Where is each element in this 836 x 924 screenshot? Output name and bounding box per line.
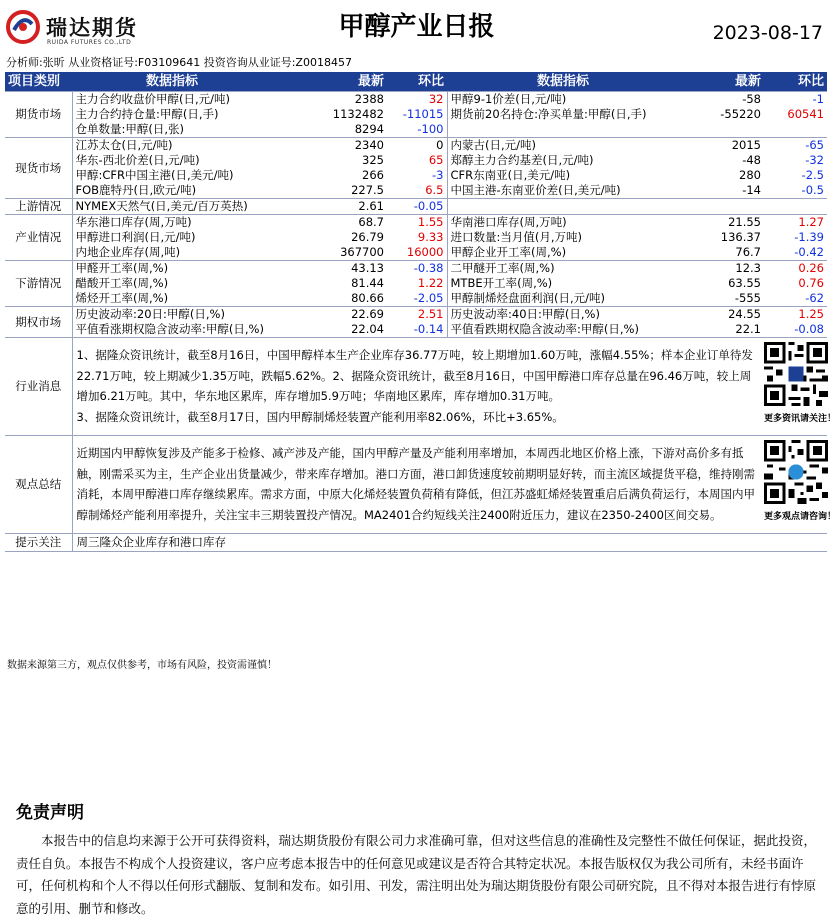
indicator-name: NYMEX天然气(日,美元/百万英热) (72, 199, 272, 215)
indicator-name: 仓单数量:甲醇(日,张) (75, 122, 185, 136)
view-qr (764, 436, 836, 534)
change-value: 16000 (387, 245, 447, 261)
change-value: 2.51 (387, 307, 447, 323)
latest-value: 2388 (272, 92, 387, 108)
change-value: 65 (387, 153, 447, 168)
indicator-name: 内蒙古(日,元/吨) (447, 138, 679, 154)
indicator-name: 华东港口库存(周,万吨) (72, 215, 272, 231)
indicator-name: 醋酸开工率(周,%) (75, 276, 169, 290)
change-value: -3 (387, 168, 447, 183)
latest-value: 2015 (679, 138, 764, 154)
disclaimer-title: 免责声明 (16, 803, 84, 823)
latest-value: -14 (742, 183, 761, 197)
category-options: 期权市场 (5, 307, 72, 338)
table-header (5, 72, 827, 92)
change-value: 1.27 (764, 215, 827, 231)
news-paragraph-2: 3、据隆众资讯统计，截至8月17日，国内甲醇制烯烃装置产能利用率82.06%，环比+3.65%。 (76, 409, 564, 424)
note-row (5, 534, 827, 552)
latest-value: 8294 (354, 122, 384, 136)
indicator-name: 二甲醚开工率(周,%) (447, 261, 679, 277)
indicator-name: 历史波动率:20日:甲醇(日,%) (72, 307, 272, 323)
category-downstream: 下游情况 (5, 261, 72, 307)
change-value: -62 (805, 291, 824, 305)
table-row (5, 138, 827, 154)
latest-value: 12.3 (679, 261, 764, 277)
qr-code-icon (764, 440, 828, 504)
latest-value: -48 (742, 153, 761, 167)
indicator-name: 华南港口库存(周,万吨) (447, 215, 679, 231)
change-value (764, 122, 827, 138)
table-row (5, 245, 827, 261)
report-date: 2023-08-17 (712, 22, 823, 44)
latest-value: 1132482 (332, 107, 384, 121)
indicator-name: FOB鹿特丹(日,欧元/吨) (75, 183, 197, 197)
table-row (5, 168, 827, 183)
latest-value: 43.13 (272, 261, 387, 277)
change-value: 1.55 (387, 215, 447, 231)
change-value: -0.14 (387, 322, 447, 338)
table-row (5, 230, 827, 245)
news-text (72, 338, 764, 436)
indicator-name: 烯烃开工率(周,%) (75, 291, 169, 305)
company-name: 瑞达期货 (46, 16, 138, 40)
table-row (5, 183, 827, 199)
indicator-name (447, 199, 679, 215)
indicator-name: MTBE开工率(周,%) (450, 276, 553, 290)
table-row (5, 107, 827, 122)
view-qr-caption: 更多观点请咨询！ (764, 512, 836, 522)
change-value: 0.76 (798, 276, 824, 290)
latest-value: 2.61 (272, 199, 387, 215)
latest-value: -555 (734, 291, 761, 305)
data-table (5, 72, 836, 552)
header-indicator: 数据指标 (72, 72, 272, 92)
latest-value: -55220 (720, 107, 761, 121)
latest-value: 2340 (272, 138, 387, 154)
header-change: 环比 (387, 72, 447, 92)
indicator-name: 甲醇企业开工率(周,%) (450, 245, 567, 259)
latest-value: 227.5 (351, 183, 384, 197)
news-paragraph-1: 1、据隆众资讯统计，截至8月16日，中国甲醇样本生产企业库存36.77万吨，较上期增加1.60万吨，涨幅4.55%；样本企业订单待发22.71万吨，较上期减少1.35万吨，跌幅5.62%。2、据隆众资讯统计，截至8月16日，中国甲醇港口库存总量在96.46万吨，较上周增加6.21万吨。其中，华东地区累库，库存增加5.9万吨；华南地区累库，库存增加0.31万吨。 (76, 348, 753, 403)
table-row (5, 322, 827, 338)
latest-value: 68.7 (272, 215, 387, 231)
change-value: -1.39 (794, 230, 824, 244)
indicator-name: 平值看涨期权隐含波动率:甲醇(日,%) (75, 322, 264, 336)
category-futures: 期货市场 (5, 92, 72, 138)
news-category: 行业消息 (5, 338, 72, 436)
note-text: 周三隆众企业库存和港口库存 (72, 534, 827, 552)
table-row (5, 122, 827, 138)
indicator-name: 郑醇主力合约基差(日,元/吨) (450, 153, 594, 167)
data-source-note: 数据来源第三方，观点仅供参考，市场有风险，投资需谨慎！ (7, 660, 277, 671)
change-value: 1.25 (764, 307, 827, 323)
indicator-name: 主力合约持仓量:甲醇(日,手) (75, 107, 219, 121)
change-value: -0.38 (387, 261, 447, 277)
latest-value: 367700 (340, 245, 384, 259)
latest-value: 266 (362, 168, 384, 182)
indicator-name: 平值看跌期权隐含波动率:甲醇(日,%) (450, 322, 639, 336)
change-value: 6.5 (387, 183, 447, 199)
latest-value: 63.55 (728, 276, 761, 290)
change-value: -2.05 (387, 291, 447, 307)
header-indicator-right: 数据指标 (447, 72, 679, 92)
latest-value: 26.79 (351, 230, 384, 244)
latest-value: 81.44 (351, 276, 384, 290)
change-value: -1 (764, 92, 827, 108)
indicator-name: 中国主港-东南亚价差(日,美元/吨) (450, 183, 621, 197)
change-value: 9.33 (387, 230, 447, 245)
change-value: 1.22 (387, 276, 447, 291)
view-row (5, 436, 827, 534)
change-value: -0.5 (801, 183, 824, 197)
indicator-name: 甲醛开工率(周,%) (72, 261, 272, 277)
table-row (5, 199, 827, 215)
header-change-right: 环比 (764, 72, 827, 92)
indicator-name: CFR东南亚(日,美元/吨) (450, 168, 571, 182)
indicator-name: 甲醇进口利润(日,元/吨) (75, 230, 196, 244)
change-value: -0.05 (387, 199, 447, 215)
note-category: 提示关注 (5, 534, 72, 552)
indicator-name: 期货前20名持仓:净买单量:甲醇(日,手) (450, 107, 647, 121)
change-value: 32 (387, 92, 447, 108)
latest-value: 80.66 (351, 291, 384, 305)
table-row (5, 215, 827, 231)
indicator-name: 甲醇9-1价差(日,元/吨) (447, 92, 679, 108)
news-qr (764, 338, 836, 436)
latest-value: 24.55 (679, 307, 764, 323)
indicator-name (447, 122, 679, 138)
change-value: 60541 (787, 107, 824, 121)
table-row (5, 153, 827, 168)
header-category: 项目类别 (5, 72, 72, 92)
page-title: 甲醇产业日报 (338, 12, 495, 42)
latest-value: 136.37 (720, 230, 761, 244)
change-value: -65 (764, 138, 827, 154)
indicator-name: 历史波动率:40日:甲醇(日,%) (447, 307, 679, 323)
change-value (764, 199, 827, 215)
change-value: -11015 (387, 107, 447, 122)
latest-value: 21.55 (679, 215, 764, 231)
indicator-name: 甲醇:CFR中国主港(日,美元/吨) (75, 168, 234, 182)
indicator-name: 内地企业库存(周,吨) (75, 245, 181, 259)
table-row (5, 307, 827, 323)
header-latest-right: 最新 (679, 72, 764, 92)
category-upstream: 上游情况 (5, 199, 72, 215)
table-row (5, 291, 827, 307)
view-paragraph: 近期国内甲醇恢复涉及产能多于检修、减产涉及产能，国内甲醇产量及产能利用率增加，本周西北地区价格上涨，下游对高价多有抵触，刚需采买为主，生产企业出货量减少，带来库存增加。港口方面，港口卸货速度较前期明显好转，而主流区域提货平稳，维持刚需消耗，本周甲醇港口库存继续累库。需求方面，中原大化烯烃装置负荷稍有降低，但江苏盛虹烯烃装置重启后满负荷运行，本周国内甲醇制烯烃产能利用率提升，关注宝丰三期装置投产情况。MA2401合约短线关注2400附近压力，建议在2350-2400区间交易。 (76, 446, 755, 522)
analyst-info: 分析师:张昕 从业资格证号:F03109641 投资咨询从业证号:Z0018457 (6, 56, 352, 69)
indicator-name: 江苏太仓(日,元/吨) (72, 138, 272, 154)
indicator-name: 主力合约收盘价甲醇(日,元/吨) (72, 92, 272, 108)
table-row (5, 261, 827, 277)
change-value: -32 (805, 153, 824, 167)
view-text (72, 436, 764, 534)
latest-value: 22.04 (351, 322, 384, 336)
category-industry: 产业情况 (5, 215, 72, 261)
indicator-name: 甲醇制烯烃盘面利润(日,元/吨) (450, 291, 606, 305)
disclaimer-text: 本报告中的信息均来源于公开可获得资料，瑞达期货股份有限公司力求准确可靠，但对这些信息的准确性及完整性不做任何保证，据此投资，责任自负。本报告不构成个人投资建议，客户应考虑本报告中的任何意见或建议是否符合其特定状况。本报告版权仅为我公司所有，未经书面许可，任何机构和个人不得以任何形式翻版、复制和发布。如引用、刊发，需注明出处为瑞达期货股份有限公司研究院，且不得对本报告进行有悖原意的引用、删节和修改。 (16, 833, 817, 916)
table-row (5, 276, 827, 291)
table-row (5, 92, 827, 108)
indicator-name: 华东-西北价差(日,元/吨) (75, 153, 200, 167)
latest-value: 22.69 (272, 307, 387, 323)
change-value: 0 (387, 138, 447, 154)
latest-value: 325 (362, 153, 384, 167)
latest-value: 280 (739, 168, 761, 182)
qr-code-icon (764, 342, 828, 406)
change-value: -0.42 (794, 245, 824, 259)
change-value: -2.5 (801, 168, 824, 182)
header-latest: 最新 (272, 72, 387, 92)
latest-value (679, 122, 764, 138)
indicator-name: 进口数量:当月值(月,万吨) (450, 230, 583, 244)
change-value: -0.08 (794, 322, 824, 336)
company-name-en: RUIDA FUTURES CO.,LTD (47, 39, 132, 46)
latest-value: 76.7 (735, 245, 761, 259)
news-qr-caption: 更多资讯请关注！ (764, 414, 836, 424)
news-row (5, 338, 827, 436)
change-value: -100 (387, 122, 447, 138)
change-value: 0.26 (764, 261, 827, 277)
view-category: 观点总结 (5, 436, 72, 534)
latest-value: 22.1 (735, 322, 761, 336)
latest-value (679, 199, 764, 215)
category-spot: 现货市场 (5, 138, 72, 199)
latest-value: -58 (679, 92, 764, 108)
